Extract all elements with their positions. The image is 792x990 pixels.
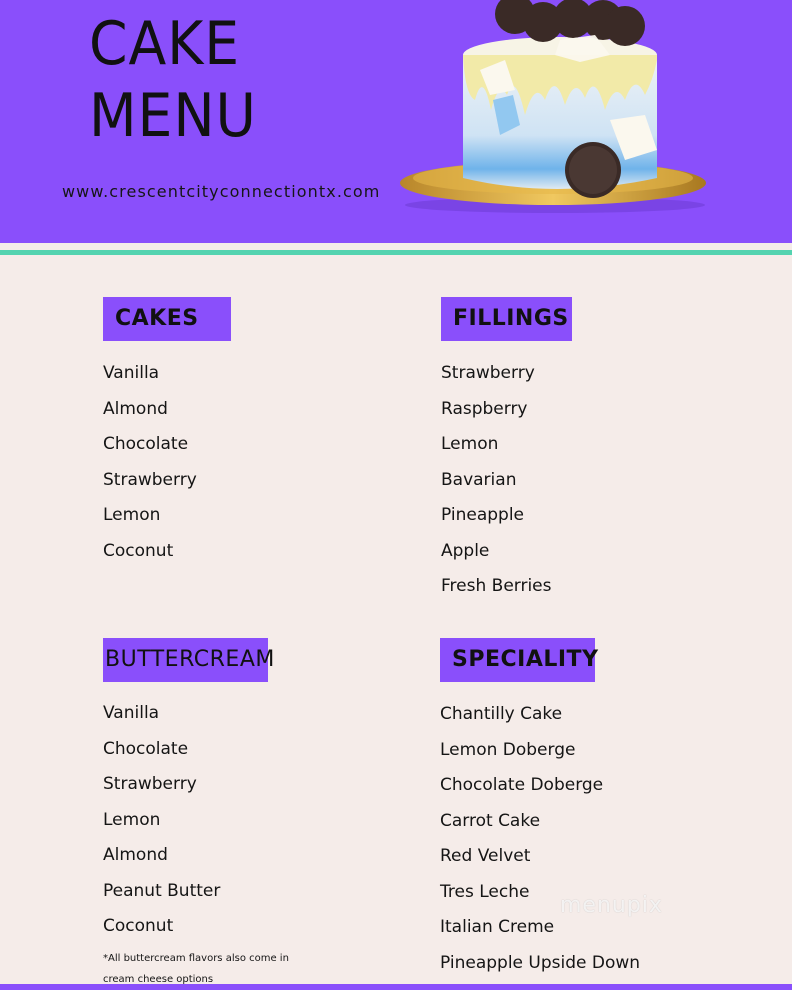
list-item: Almond: [103, 845, 168, 865]
list-item: Strawberry: [441, 363, 535, 383]
list-item: Chocolate: [103, 434, 189, 454]
list-item: Strawberry: [103, 469, 197, 490]
list-item: Coconut: [103, 916, 174, 936]
buttercream-heading: BUTTERCREAM: [103, 638, 268, 682]
list-item: Raspberry: [441, 398, 528, 419]
title-line-2: MENU: [89, 81, 257, 151]
cakes-section: [103, 297, 231, 576]
list-item: Apple: [441, 540, 490, 561]
website-url: www.crescentcityconnectiontx.com: [62, 182, 381, 201]
header-banner: [0, 0, 792, 243]
list-item: Chocolate: [103, 738, 189, 759]
cake-image: [395, 0, 725, 215]
cakes-list: [103, 363, 231, 576]
list-item: Lemon: [103, 505, 161, 525]
buttercream-list: [103, 703, 303, 952]
list-item: Lemon Doberge: [440, 739, 576, 760]
title-line-1: CAKE: [89, 9, 241, 79]
speciality-section: [440, 638, 640, 988]
fillings-list: [441, 363, 572, 612]
list-item: Coconut: [103, 540, 174, 561]
buttercream-section: [103, 638, 303, 990]
speciality-list: [440, 704, 640, 988]
list-item: Tres Leche: [440, 881, 530, 902]
list-item: Fresh Berries: [441, 576, 552, 596]
cakes-heading: CAKES: [103, 297, 231, 341]
list-item: Italian Creme: [440, 917, 555, 937]
watermark: menupix: [560, 893, 663, 918]
fillings-heading: FILLINGS: [441, 297, 572, 341]
list-item: Almond: [103, 398, 168, 419]
buttercream-note: *All buttercream flavors also come in cream cheese options: [103, 952, 289, 985]
fillings-section: [441, 297, 572, 612]
list-item: Lemon: [441, 434, 499, 454]
list-item: Vanilla: [103, 703, 160, 723]
list-item: Carrot Cake: [440, 810, 541, 831]
menu-title: [89, 8, 257, 152]
list-item: Lemon: [103, 809, 161, 830]
list-item: Red Velvet: [440, 846, 531, 866]
list-item: Pineapple: [441, 505, 525, 525]
list-item: Bavarian: [441, 469, 517, 490]
list-item: Chocolate Doberge: [440, 775, 604, 795]
list-item: Chantilly Cake: [440, 704, 563, 724]
list-item: Vanilla: [103, 363, 160, 383]
speciality-heading: SPECIALITY: [440, 638, 595, 682]
bottom-bar: [0, 984, 792, 990]
list-item: Pineapple Upside Down: [440, 952, 641, 973]
list-item: Strawberry: [103, 774, 197, 794]
list-item: Peanut Butter: [103, 880, 221, 901]
accent-divider: [0, 250, 792, 255]
